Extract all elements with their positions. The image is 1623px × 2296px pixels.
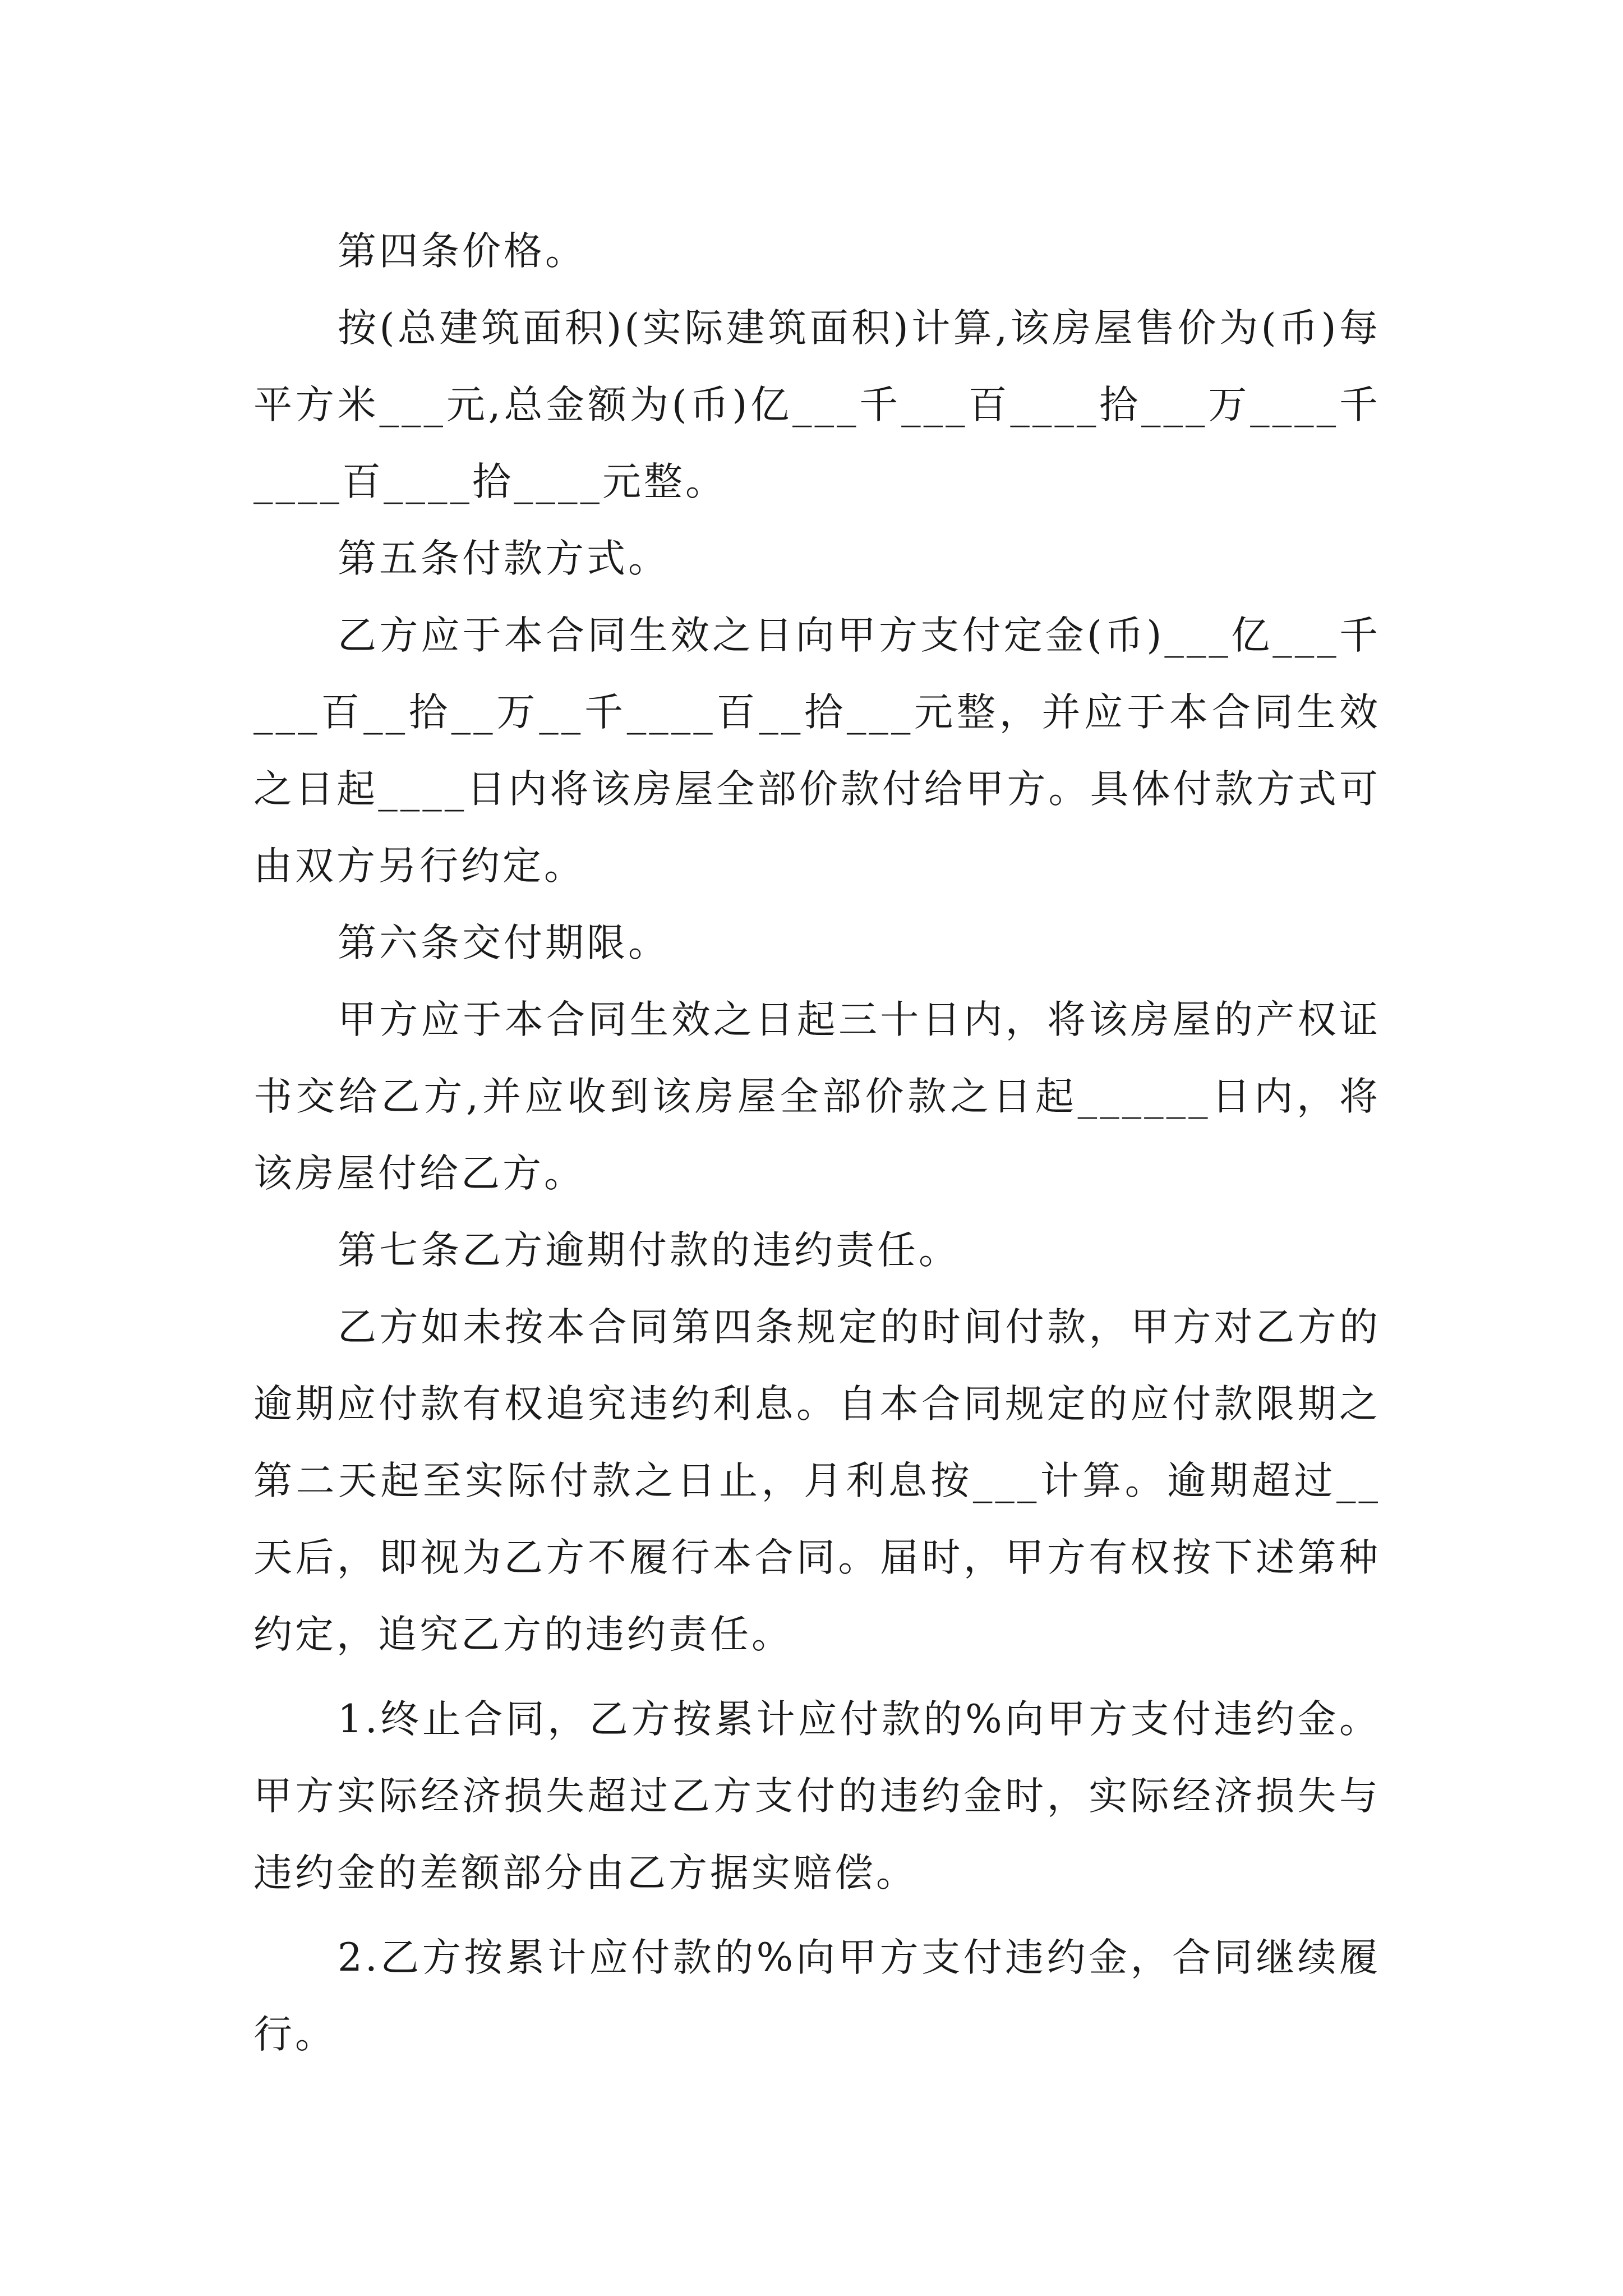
article-4-heading: 第四条价格。 <box>338 229 587 274</box>
article-5-heading: 第五条付款方式。 <box>338 536 670 581</box>
article-7-item-2: 2.乙方按累计应付款的%向甲方支付违约金，合同继续履行。 <box>253 1935 1381 2057</box>
article-6-heading: 第六条交付期限。 <box>338 921 670 965</box>
article-7-heading: 第七条乙方逾期付款的违约责任。 <box>338 1228 960 1273</box>
document-body <box>253 213 1381 2073</box>
article-7-item-1: 1.终止合同，乙方按累计应付款的%向甲方支付违约金。甲方实际经济损失超过乙方支付的违约金时，实际经济损失与违约金的差额部分由乙方据实赔偿。 <box>253 1697 1381 1895</box>
article-7-text: 乙方如未按本合同第四条规定的时间付款，甲方对乙方的逾期应付款有权追究违约利息。自本合同规定的应付款限期之第二天起至实际付款之日止，月利息按___计算。逾期超过__天后，即视为乙方不履行本合同。届时，甲方有权按下述第种约定，追究乙方的违约责任。 <box>253 1305 1381 1657</box>
article-5-text: 乙方应于本合同生效之日向甲方支付定金(币)___亿___千___百__拾__万__千____百__拾___元整，并应于本合同生效之日起____日内将该房屋全部价款付给甲方。具体付款方式可由双方另行约定。 <box>253 613 1381 889</box>
article-4-text: 按(总建筑面积)(实际建筑面积)计算,该房屋售价为(币)每平方米___元,总金额为(币)亿___千___百____拾___万____千____百____拾____元整。 <box>253 306 1381 504</box>
article-6-text: 甲方应于本合同生效之日起三十日内，将该房屋的产权证书交给乙方,并应收到该房屋全部价款之日起______日内，将该房屋付给乙方。 <box>253 997 1381 1196</box>
